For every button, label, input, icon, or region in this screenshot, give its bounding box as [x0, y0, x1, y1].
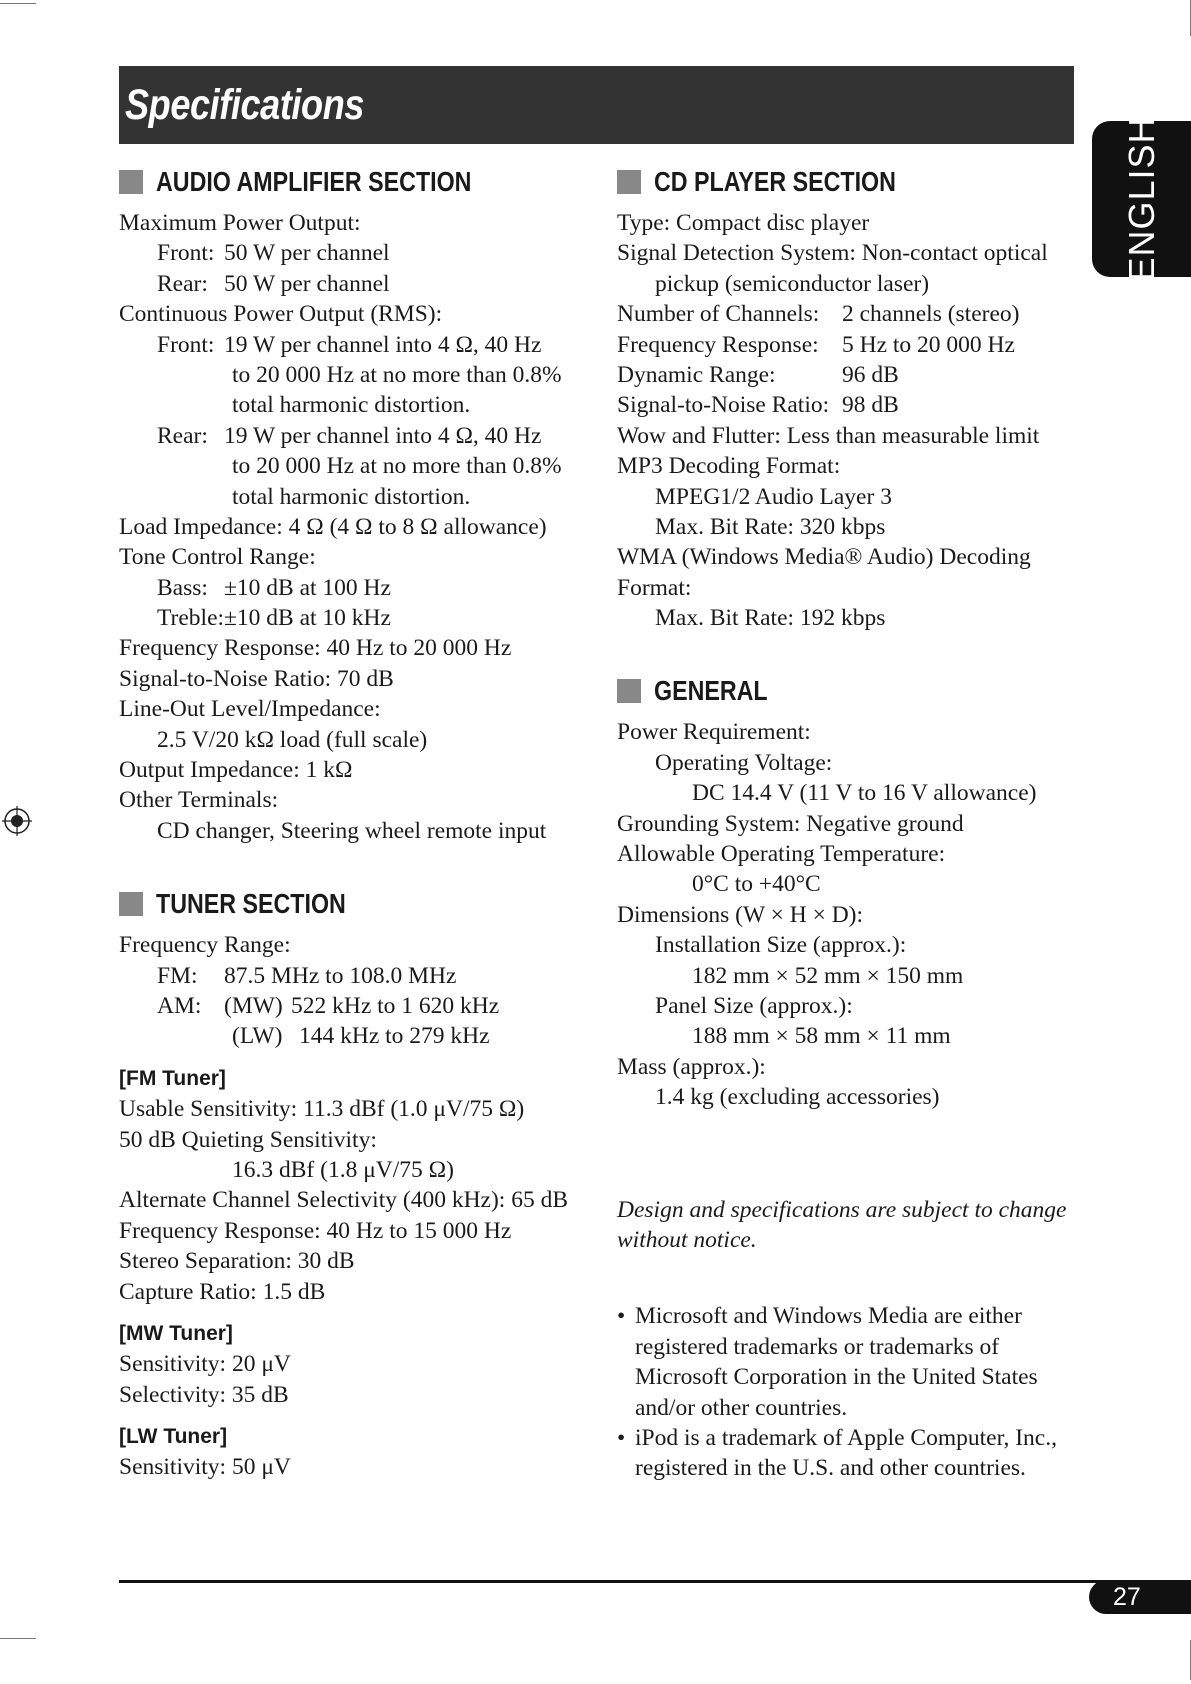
general-heading: GENERAL: [617, 669, 1072, 713]
spec-line: Sensitivity: 50 μV: [119, 1454, 291, 1481]
spacer: [617, 633, 1072, 669]
spec-line: Number of Channels: 2 channels (stereo): [617, 301, 1020, 328]
lw-tuner-heading: [LW Tuner]: [119, 1425, 228, 1449]
spacer: [617, 1113, 1072, 1195]
section-square-icon: [617, 679, 641, 703]
spec-line: Frequency Range:: [119, 932, 291, 959]
spec-line: Treble:±10 dB at 10 kHz: [157, 605, 391, 632]
spec-line: Continuous Power Output (RMS):: [119, 301, 443, 328]
spec-line: Rear: 50 W per channel: [157, 270, 390, 297]
spec-line: Stereo Separation: 30 dB: [119, 1248, 355, 1275]
spec-line: Signal-to-Noise Ratio: 98 dB: [617, 392, 899, 419]
spec-line: AM: (MW) 522 kHz to 1 620 kHz: [157, 992, 500, 1019]
fm-tuner-heading: [FM Tuner]: [119, 1066, 226, 1090]
spec-line: Output Impedance: 1 kΩ: [119, 757, 353, 784]
section-square-icon: [119, 170, 143, 194]
tuner-heading: TUNER SECTION: [119, 882, 589, 926]
spec-line: Grounding System: Negative ground: [617, 810, 964, 837]
section-square-icon: [119, 892, 143, 916]
spec-line: total harmonic distortion.: [232, 392, 471, 419]
page-title: Specifications: [125, 81, 365, 129]
spec-line: total harmonic distortion.: [232, 483, 471, 510]
spec-line: to 20 000 Hz at no more than 0.8%: [232, 453, 562, 480]
spec-line: DC 14.4 V (11 V to 16 V allowance): [692, 780, 1037, 807]
spec-line: Power Requirement:: [617, 719, 811, 746]
spec-line: Front: 19 W per channel into 4 Ω, 40 Hz: [157, 331, 542, 358]
spec-line: Panel Size (approx.):: [655, 992, 853, 1019]
spec-line: Front: 50 W per channel: [157, 240, 390, 267]
spec-line: Installation Size (approx.):: [655, 932, 907, 959]
spec-line: Load Impedance: 4 Ω (4 Ω to 8 Ω allowance): [119, 513, 547, 540]
spec-line: Capture Ratio: 1.5 dB: [119, 1278, 326, 1305]
spec-line: Signal-to-Noise Ratio: 70 dB: [119, 665, 394, 692]
spec-line: 2.5 V/20 kΩ load (full scale): [157, 726, 428, 753]
spacer: [119, 846, 589, 882]
spec-line: Signal Detection System: Non-contact optical: [617, 240, 1048, 267]
spec-line: Max. Bit Rate: 192 kbps: [655, 605, 886, 632]
spec-line: MPEG1/2 Audio Layer 3: [655, 483, 892, 510]
spec-line: Mass (approx.):: [617, 1053, 766, 1080]
spec-line: Format:: [617, 574, 692, 601]
spec-line: Allowable Operating Temperature:: [617, 841, 946, 868]
spec-line: 0°C to +40°C: [692, 871, 821, 898]
spec-line: 16.3 dBf (1.8 μV/75 Ω): [232, 1156, 454, 1183]
spec-line: 182 mm × 52 mm × 150 mm: [692, 962, 964, 989]
spec-line: 50 dB Quieting Sensitivity:: [119, 1126, 377, 1153]
mw-tuner-heading: [MW Tuner]: [119, 1321, 233, 1345]
spec-line: Frequency Response: 40 Hz to 15 000 Hz: [119, 1217, 512, 1244]
language-label: ENGLISH: [1120, 116, 1162, 282]
spec-line: Type: Compact disc player: [617, 210, 870, 236]
crop-mark-bottom-left: [0, 1638, 36, 1639]
page-number-tab: [1089, 1580, 1191, 1614]
spec-line: Frequency Response: 5 Hz to 20 000 Hz: [617, 331, 1015, 358]
left-column: [119, 160, 589, 1483]
spacer: [617, 1255, 1072, 1301]
section-square-icon: [617, 170, 641, 194]
spec-line: to 20 000 Hz at no more than 0.8%: [232, 361, 562, 388]
spec-line: Dimensions (W × H × D):: [617, 901, 864, 928]
spec-line: 1.4 kg (excluding accessories): [655, 1084, 940, 1111]
spec-line: (LW) 144 kHz to 279 kHz: [232, 1023, 490, 1050]
footer-rule: [119, 1580, 1191, 1583]
spec-line: Usable Sensitivity: 11.3 dBf (1.0 μV/75 Ω): [119, 1096, 525, 1123]
spec-line: Sensitivity: 20 μV: [119, 1351, 291, 1378]
spec-line: Max. Bit Rate: 320 kbps: [655, 513, 886, 540]
cd-player-heading: CD PLAYER SECTION: [617, 160, 1072, 204]
spec-line: Maximum Power Output:: [119, 210, 361, 236]
spec-line: pickup (semiconductor laser): [655, 270, 930, 297]
spec-line: Operating Voltage:: [655, 749, 833, 776]
spec-line: Wow and Flutter: Less than measurable limit: [617, 422, 1040, 449]
spec-line: Dynamic Range: 96 dB: [617, 361, 899, 388]
spec-line: CD changer, Steering wheel remote input: [157, 817, 547, 844]
crop-mark-top-left: [0, 3, 36, 4]
spec-line: Other Terminals:: [119, 787, 279, 814]
specification-notice: Design and specifications are subject to change without notice.: [617, 1196, 1067, 1253]
spec-line: Alternate Channel Selectivity (400 kHz): 65 dB: [119, 1187, 569, 1214]
spec-line: Rear: 19 W per channel into 4 Ω, 40 Hz: [157, 422, 542, 449]
trademark-item: • Microsoft and Windows Media are either registered trademarks or trademarks of Microsoft Corporation in the United States and/or other countries.: [617, 1301, 1072, 1423]
spec-line: Line-Out Level/Impedance:: [119, 696, 381, 723]
bullet-icon: •: [617, 1424, 626, 1451]
language-tab: [1092, 116, 1191, 282]
audio-amplifier-heading: AUDIO AMPLIFIER SECTION: [119, 160, 589, 204]
spec-line: Frequency Response: 40 Hz to 20 000 Hz: [119, 635, 512, 662]
bullet-icon: •: [617, 1303, 626, 1330]
spec-line: MP3 Decoding Format:: [617, 453, 841, 480]
right-column: [617, 160, 1072, 1484]
spec-line: WMA (Windows Media® Audio) Decoding: [617, 544, 1031, 571]
page-title-bar: [119, 66, 1074, 144]
spec-line: FM: 87.5 MHz to 108.0 MHz: [157, 962, 457, 989]
spec-line: Selectivity: 35 dB: [119, 1381, 289, 1408]
spec-line: Bass: ±10 dB at 100 Hz: [157, 574, 391, 601]
spec-line: 188 mm × 58 mm × 11 mm: [692, 1023, 951, 1050]
spec-line: Tone Control Range:: [119, 544, 316, 571]
registration-mark-icon: [2, 806, 32, 836]
trademark-item: • iPod is a trademark of Apple Computer, Inc., registered in the U.S. and other countries.: [617, 1423, 1072, 1484]
page-number: 27: [1113, 1583, 1141, 1611]
